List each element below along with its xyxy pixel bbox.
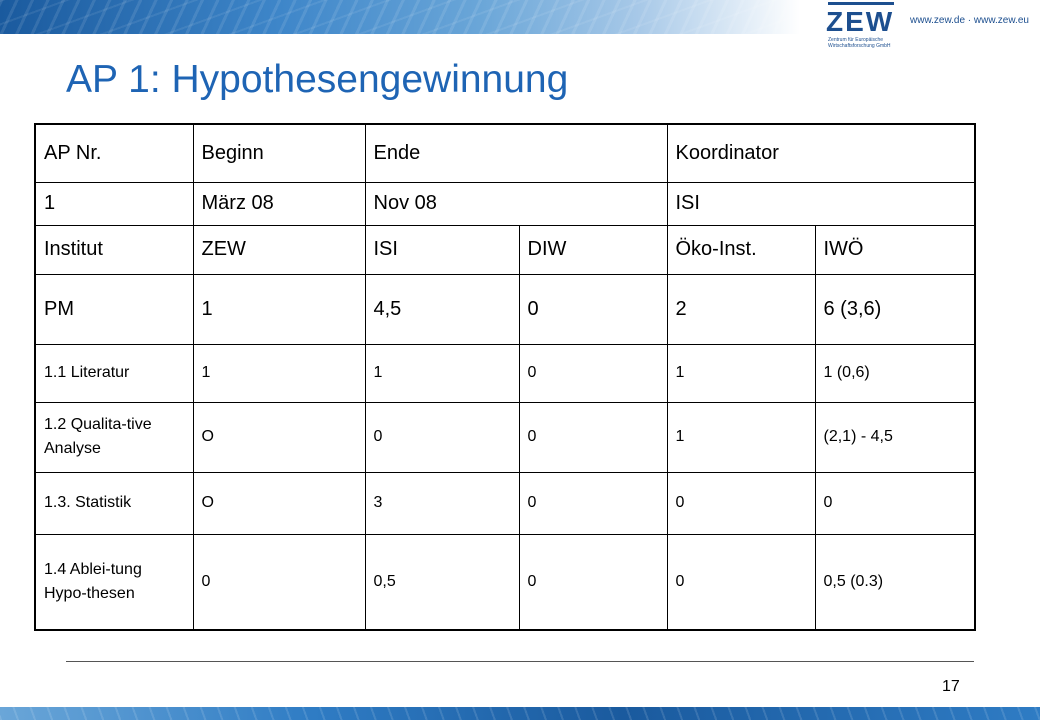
logo-text: ZEW	[826, 6, 895, 37]
table-cell: 0	[519, 472, 667, 534]
table-cell: 1	[365, 344, 519, 402]
table-cell: 0	[815, 472, 975, 534]
logo-bar	[828, 2, 894, 5]
table-cell: 0	[519, 534, 667, 630]
table-cell: ISI	[365, 225, 519, 274]
table-cell: Ende	[365, 124, 667, 182]
table-row	[35, 344, 975, 402]
page-title: AP 1: Hypothesengewinnung	[66, 58, 569, 101]
header-decorative-band	[0, 0, 800, 34]
table-cell: (2,1) - 4,5	[815, 402, 975, 472]
table-cell: 1	[35, 182, 193, 225]
table-cell: Institut	[35, 225, 193, 274]
table-cell: 1	[193, 274, 365, 344]
work-package-table	[34, 123, 976, 631]
table-cell: 1.1 Literatur	[35, 344, 193, 402]
footer-divider	[66, 661, 974, 662]
table-cell: 0	[519, 402, 667, 472]
table-cell: 6 (3,6)	[815, 274, 975, 344]
table-cell: 0,5 (0.3)	[815, 534, 975, 630]
table-cell: PM	[35, 274, 193, 344]
table-cell: Beginn	[193, 124, 365, 182]
page-number: 17	[942, 678, 960, 695]
table-row	[35, 402, 975, 472]
table-row	[35, 274, 975, 344]
table-cell: O	[193, 402, 365, 472]
table-cell: 0	[667, 534, 815, 630]
table-cell: 0	[519, 344, 667, 402]
table-cell: 2	[667, 274, 815, 344]
table-cell: 1 (0,6)	[815, 344, 975, 402]
table-row	[35, 124, 975, 182]
table-cell: 1.3. Statistik	[35, 472, 193, 534]
table-cell: 4,5	[365, 274, 519, 344]
website-url: www.zew.de · www.zew.eu	[910, 15, 1029, 26]
table-cell: 0	[519, 274, 667, 344]
table-cell: ZEW	[193, 225, 365, 274]
table-cell: 0,5	[365, 534, 519, 630]
table-cell: 1.4 Ablei-tung Hypo-thesen	[35, 534, 193, 630]
table-cell: O	[193, 472, 365, 534]
table-cell: 1	[667, 344, 815, 402]
table-cell: DIW	[519, 225, 667, 274]
table-cell: Koordinator	[667, 124, 975, 182]
table-cell: AP Nr.	[35, 124, 193, 182]
table-cell: Öko-Inst.	[667, 225, 815, 274]
logo-subtitle: Zentrum für Europäische Wirtschaftsforschung GmbH	[828, 37, 891, 49]
table-cell: 0	[193, 534, 365, 630]
table-cell: März 08	[193, 182, 365, 225]
table-row	[35, 472, 975, 534]
table-row	[35, 182, 975, 225]
table-cell: Nov 08	[365, 182, 667, 225]
table-cell: 0	[667, 472, 815, 534]
table-cell: 1	[667, 402, 815, 472]
table-cell: 1	[193, 344, 365, 402]
table-cell: ISI	[667, 182, 975, 225]
table-row	[35, 225, 975, 274]
table-cell: 0	[365, 402, 519, 472]
footer-decorative-band	[0, 707, 1040, 720]
table-cell: 1.2 Qualita-tive Analyse	[35, 402, 193, 472]
table-cell: IWÖ	[815, 225, 975, 274]
table-row	[35, 534, 975, 630]
table-cell: 3	[365, 472, 519, 534]
